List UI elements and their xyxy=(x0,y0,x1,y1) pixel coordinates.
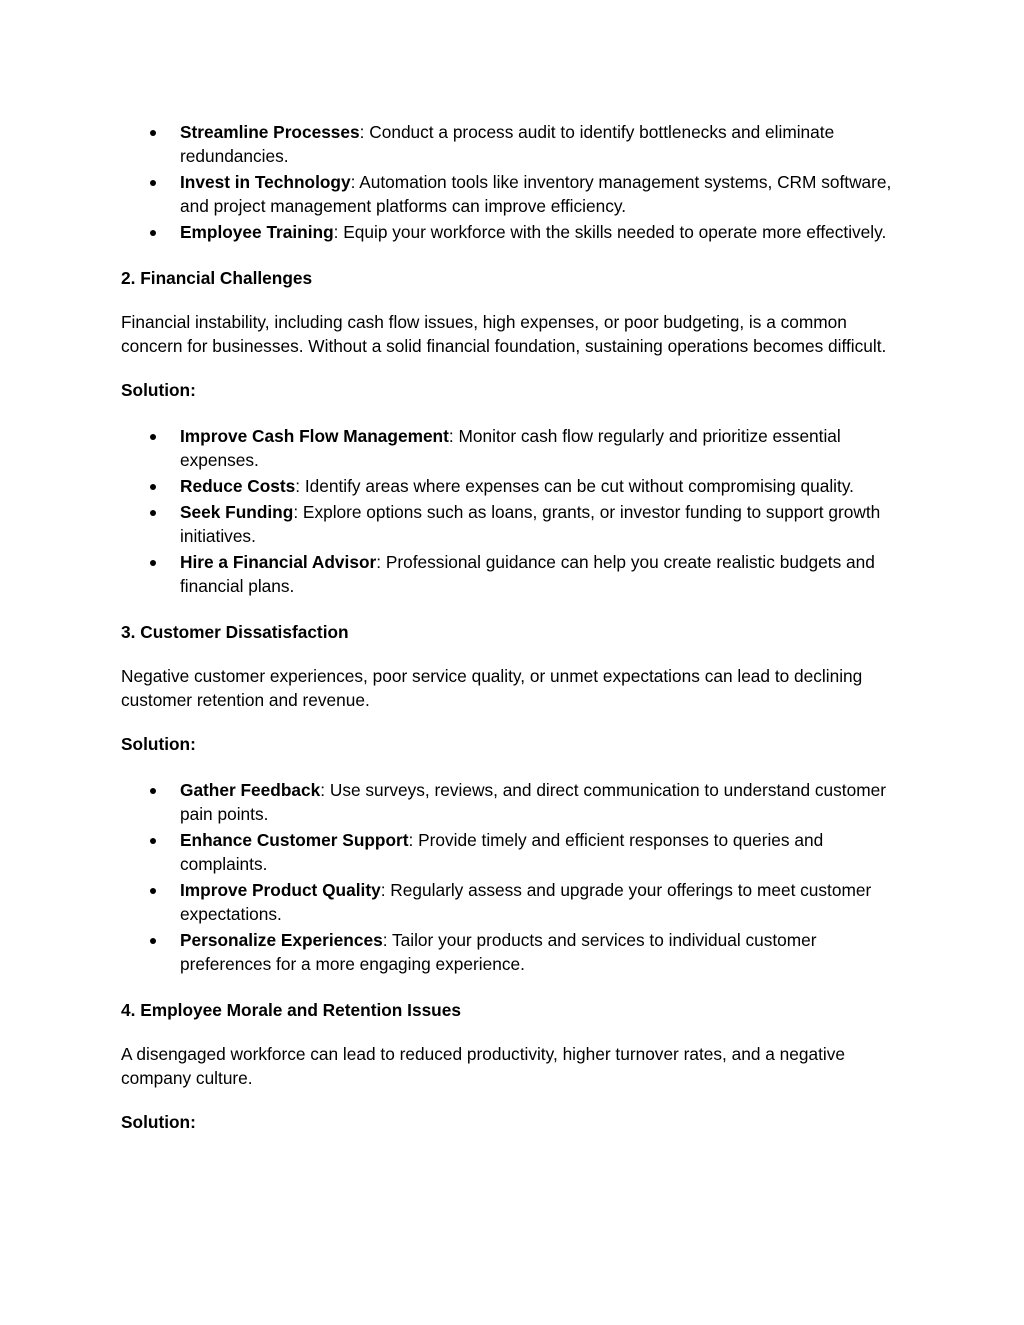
bullet-term: Personalize Experiences xyxy=(180,930,383,950)
section3-heading: 3. Customer Dissatisfaction xyxy=(121,622,349,642)
bullet-term: Employee Training xyxy=(180,222,334,242)
bullet-term: Enhance Customer Support xyxy=(180,830,409,850)
bullet-text: : Tailor your products and services to individual customer preferences for a more engaging experience. xyxy=(180,930,817,974)
list-item xyxy=(121,474,911,498)
bullet-term: Gather Feedback xyxy=(180,780,321,800)
bullet-icon xyxy=(150,938,156,944)
bullet-text: : Regularly assess and upgrade your offerings to meet customer expectations. xyxy=(180,880,872,924)
bullet-icon xyxy=(150,510,156,516)
bullet-icon xyxy=(150,230,156,236)
section3-bullet-list xyxy=(121,778,911,976)
bullet-icon xyxy=(150,180,156,186)
section3-solution-label: Solution: xyxy=(121,734,196,754)
bullet-icon xyxy=(150,434,156,440)
list-item xyxy=(121,170,911,218)
section3-paragraph: Negative customer experiences, poor service quality, or unmet expectations can lead to declining customer retention and revenue. xyxy=(121,666,863,710)
bullet-icon xyxy=(150,788,156,794)
list-item xyxy=(121,878,911,926)
bullet-icon xyxy=(150,888,156,894)
bullet-term: Streamline Processes xyxy=(180,122,360,142)
list-item xyxy=(121,220,911,244)
bullet-text: : Professional guidance can help you create realistic budgets and financial plans. xyxy=(180,552,875,596)
bullet-icon xyxy=(150,838,156,844)
bullet-icon xyxy=(150,130,156,136)
list-item xyxy=(121,778,911,826)
bullet-icon xyxy=(150,484,156,490)
bullet-text: : Equip your workforce with the skills needed to operate more effectively. xyxy=(333,222,887,242)
document-page xyxy=(121,120,911,1134)
bullet-term: Improve Product Quality xyxy=(180,880,381,900)
list-item xyxy=(121,550,911,598)
list-item xyxy=(121,828,911,876)
list-item xyxy=(121,424,911,472)
bullet-text: : Provide timely and efficient responses to queries and complaints. xyxy=(180,830,824,874)
section4-solution-label: Solution: xyxy=(121,1112,196,1132)
section2-solution-label: Solution: xyxy=(121,380,196,400)
bullet-text: : Conduct a process audit to identify bottlenecks and eliminate redundancies. xyxy=(180,122,835,166)
section2-paragraph: Financial instability, including cash flow issues, high expenses, or poor budgeting, is a common concern for businesses. Without a solid financial foundation, sustaining operations becomes difficult. xyxy=(121,312,887,356)
list-item xyxy=(121,928,911,976)
bullet-icon xyxy=(150,560,156,566)
bullet-text: : Monitor cash flow regularly and prioritize essential expenses. xyxy=(180,426,841,470)
bullet-term: Hire a Financial Advisor xyxy=(180,552,377,572)
list-item xyxy=(121,120,911,168)
bullet-text: : Explore options such as loans, grants, or investor funding to support growth initiatives. xyxy=(180,502,881,546)
bullet-term: Improve Cash Flow Management xyxy=(180,426,449,446)
section4-heading: 4. Employee Morale and Retention Issues xyxy=(121,1000,461,1020)
bullet-text: : Identify areas where expenses can be cut without compromising quality. xyxy=(295,476,854,496)
bullet-term: Seek Funding xyxy=(180,502,294,522)
section1-bullet-list xyxy=(121,120,911,244)
section2-heading: 2. Financial Challenges xyxy=(121,268,313,288)
bullet-term: Reduce Costs xyxy=(180,476,296,496)
bullet-text: : Automation tools like inventory management systems, CRM software, and project management platforms can improve efficiency. xyxy=(180,172,892,216)
section2-bullet-list xyxy=(121,424,911,598)
list-item xyxy=(121,500,911,548)
bullet-term: Invest in Technology xyxy=(180,172,351,192)
bullet-text: : Use surveys, reviews, and direct communication to understand customer pain points. xyxy=(180,780,886,824)
section4-paragraph: A disengaged workforce can lead to reduced productivity, higher turnover rates, and a negative company culture. xyxy=(121,1044,846,1088)
